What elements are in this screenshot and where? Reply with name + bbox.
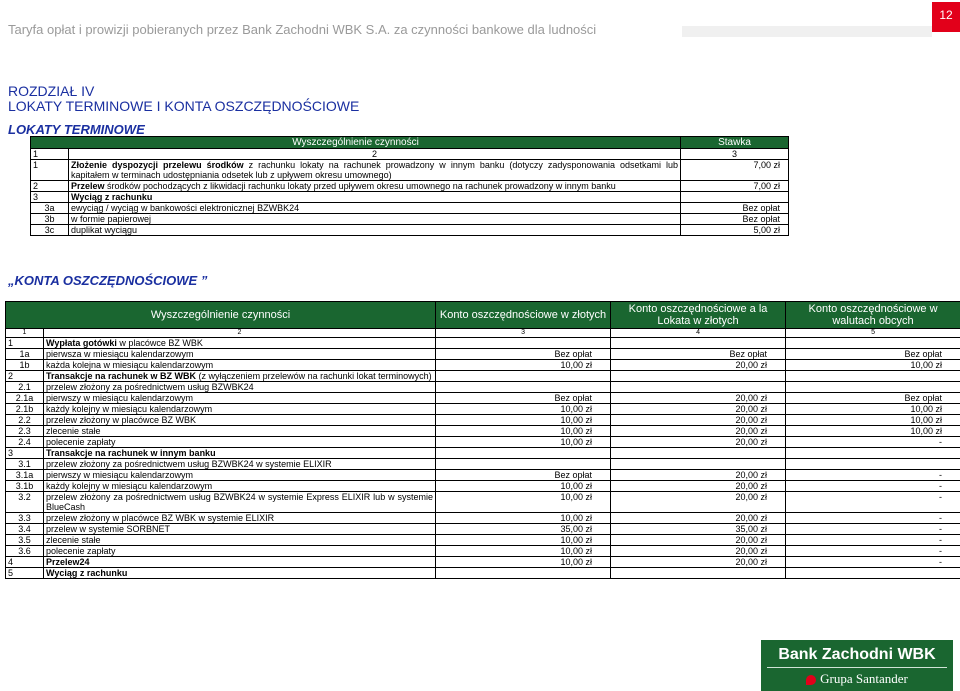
row-fee-fx: [786, 338, 960, 349]
row-description: [69, 225, 681, 236]
table-row: [31, 225, 789, 236]
row-fee-pln: [436, 568, 611, 579]
row-description-text: zlecenie stałe: [46, 535, 101, 545]
row-rate: Bez opłat: [681, 203, 789, 214]
row-description: [44, 426, 436, 437]
row-rate: 7,00 zł: [681, 181, 789, 192]
section-title-konta: „KONTA OSZCZĘDNOŚCIOWE ”: [8, 273, 208, 288]
table-row: [6, 448, 960, 459]
row-description: [44, 437, 436, 448]
row-description: [44, 513, 436, 524]
row-fee-fx: 10,00 zł: [786, 404, 960, 415]
table-row: [6, 568, 960, 579]
row-fee-lokata: 20,00 zł: [611, 481, 786, 492]
lokaty-fee-table: [30, 136, 789, 236]
row-rate: 7,00 zł: [681, 160, 789, 181]
row-description: [44, 568, 436, 579]
column-number: 4: [611, 329, 786, 338]
row-number: 1a: [6, 349, 44, 360]
row-description: [44, 481, 436, 492]
row-number: 2.3: [6, 426, 44, 437]
row-description: [44, 546, 436, 557]
row-fee-lokata: 20,00 zł: [611, 535, 786, 546]
row-fee-fx: -: [786, 513, 960, 524]
row-number: 4: [6, 557, 44, 568]
row-description-text: ewyciąg / wyciąg w bankowości elektronicznej BZWBK24: [71, 203, 300, 213]
column-header-pln: Konto oszczędnościowe w złotych: [436, 302, 611, 329]
row-number: 2.2: [6, 415, 44, 426]
row-fee-fx: -: [786, 492, 960, 513]
table-row: [6, 535, 960, 546]
row-fee-pln: Bez opłat: [436, 470, 611, 481]
row-number: 3.2: [6, 492, 44, 513]
table-row: [6, 415, 960, 426]
row-fee-lokata: [611, 382, 786, 393]
row-number: 1b: [6, 360, 44, 371]
row-fee-lokata: 35,00 zł: [611, 524, 786, 535]
row-description: [44, 360, 436, 371]
table-row: [6, 557, 960, 568]
row-fee-lokata: [611, 568, 786, 579]
row-number: 2.1b: [6, 404, 44, 415]
column-number-row: [31, 149, 789, 160]
row-fee-pln: [436, 459, 611, 470]
row-rate: [681, 192, 789, 203]
row-fee-lokata: 20,00 zł: [611, 513, 786, 524]
row-fee-pln: 10,00 zł: [436, 535, 611, 546]
row-number: 3.4: [6, 524, 44, 535]
row-description: [44, 459, 436, 470]
row-fee-lokata: [611, 448, 786, 459]
table-row: [6, 470, 960, 481]
row-description: [69, 203, 681, 214]
row-description-text: przelew złożony w placówce BZ WBK w systemie ELIXIR: [46, 513, 275, 523]
row-fee-pln: 10,00 zł: [436, 437, 611, 448]
row-fee-pln: 10,00 zł: [436, 492, 611, 513]
santander-flame-icon: [806, 675, 816, 685]
row-description: [44, 382, 436, 393]
table-row: [6, 459, 960, 470]
table-row: [6, 437, 960, 448]
table-row: [6, 382, 960, 393]
row-description-text: przelew złożony za pośrednictwem usług BZWBK24 w systemie Express ELIXIR lub w systemie BlueCash: [46, 492, 434, 512]
row-fee-fx: Bez opłat: [786, 393, 960, 404]
row-description-text: polecenie zapłaty: [46, 437, 116, 447]
column-number: 3: [681, 149, 789, 160]
table-header-row: [6, 302, 960, 329]
table-row: [6, 349, 960, 360]
row-description-bold: Wypłata gotówki: [46, 338, 117, 348]
row-fee-lokata: [611, 338, 786, 349]
page-header: [0, 0, 960, 58]
row-fee-lokata: 20,00 zł: [611, 546, 786, 557]
row-description-bold: Przelew: [71, 181, 105, 191]
row-description: [44, 393, 436, 404]
row-fee-fx: -: [786, 557, 960, 568]
row-fee-fx: [786, 448, 960, 459]
row-fee-pln: 10,00 zł: [436, 481, 611, 492]
row-fee-lokata: 20,00 zł: [611, 557, 786, 568]
column-number-row: [6, 329, 960, 338]
row-rate: Bez opłat: [681, 214, 789, 225]
row-fee-fx: [786, 382, 960, 393]
column-header-description: Wyszczególnienie czynności: [6, 302, 436, 329]
row-description-text: duplikat wyciągu: [71, 225, 138, 235]
row-description-bold: Wyciąg z rachunku: [46, 568, 128, 578]
row-fee-lokata: 20,00 zł: [611, 426, 786, 437]
table-row: [6, 426, 960, 437]
row-number: 3: [6, 448, 44, 459]
column-header-fx: Konto oszczędnościowe w walutach obcych: [786, 302, 960, 329]
column-number: 2: [69, 149, 681, 160]
column-header-description: Wyszczególnienie czynności: [31, 137, 681, 149]
row-description-text: pierwsza w miesiącu kalendarzowym: [46, 349, 194, 359]
row-description: [44, 404, 436, 415]
row-fee-fx: -: [786, 470, 960, 481]
row-number: 2.1a: [6, 393, 44, 404]
row-description: [44, 492, 436, 513]
section-title-lokaty: LOKATY TERMINOWE: [8, 122, 145, 137]
logo-brand: Bank Zachodni WBK: [778, 646, 936, 663]
row-fee-pln: Bez opłat: [436, 393, 611, 404]
table-row: [31, 181, 789, 192]
row-fee-pln: 10,00 zł: [436, 426, 611, 437]
table-row: [6, 393, 960, 404]
column-number: 1: [31, 149, 69, 160]
row-fee-pln: 10,00 zł: [436, 360, 611, 371]
row-fee-lokata: 20,00 zł: [611, 492, 786, 513]
row-fee-lokata: [611, 371, 786, 382]
row-description-bold: Złożenie dyspozycji przelewu środków: [71, 160, 244, 170]
table-row: [31, 214, 789, 225]
row-description: [44, 415, 436, 426]
row-description-text: polecenie zapłaty: [46, 546, 116, 556]
row-description-text: pierwszy w miesiącu kalendarzowym: [46, 393, 194, 403]
row-fee-lokata: 20,00 zł: [611, 393, 786, 404]
row-description-bold: Transakcje na rachunek w innym banku: [46, 448, 216, 458]
row-fee-pln: 10,00 zł: [436, 513, 611, 524]
row-fee-pln: Bez opłat: [436, 349, 611, 360]
row-fee-fx: [786, 568, 960, 579]
row-fee-pln: [436, 448, 611, 459]
row-description-text: w formie papierowej: [71, 214, 152, 224]
row-number: 3.1: [6, 459, 44, 470]
row-number: 3.5: [6, 535, 44, 546]
row-description: [44, 535, 436, 546]
row-fee-fx: [786, 371, 960, 382]
column-number: 2: [44, 329, 436, 338]
row-fee-fx: -: [786, 524, 960, 535]
row-description-text: pierwszy w miesiącu kalendarzowym: [46, 470, 194, 480]
column-number: 1: [6, 329, 44, 338]
row-fee-pln: 10,00 zł: [436, 404, 611, 415]
row-number: 5: [6, 568, 44, 579]
row-fee-fx: 10,00 zł: [786, 415, 960, 426]
row-fee-pln: 10,00 zł: [436, 557, 611, 568]
column-number: 3: [436, 329, 611, 338]
row-description: [44, 557, 436, 568]
bank-logo: [761, 640, 953, 691]
row-description: [69, 181, 681, 192]
row-description-text: środków pochodzących z likwidacji rachunku lokaty przed upływem okresu umownego na rachunek prowadzony w innym banku: [104, 181, 616, 191]
header-bar: [682, 26, 932, 37]
row-description-text: przelew złożony za pośrednictwem usług BZWBK24 w systemie ELIXIR: [46, 459, 332, 469]
row-fee-lokata: 20,00 zł: [611, 415, 786, 426]
row-description: [44, 524, 436, 535]
row-fee-pln: 10,00 zł: [436, 546, 611, 557]
row-fee-lokata: 20,00 zł: [611, 404, 786, 415]
row-description: [69, 192, 681, 203]
row-fee-fx: -: [786, 437, 960, 448]
logo-divider: [767, 667, 947, 668]
table-row: [31, 160, 789, 181]
table-row: [6, 492, 960, 513]
row-fee-lokata: Bez opłat: [611, 349, 786, 360]
table-row: [6, 338, 960, 349]
table-row: [6, 524, 960, 535]
row-description: [44, 448, 436, 459]
document-title: Taryfa opłat i prowizji pobieranych przez Bank Zachodni WBK S.A. za czynności bankowe dla ludności: [8, 22, 597, 37]
row-fee-fx: Bez opłat: [786, 349, 960, 360]
row-fee-pln: [436, 338, 611, 349]
row-number: 1: [6, 338, 44, 349]
row-description-text: zlecenie stałe: [46, 426, 101, 436]
table-row: [6, 546, 960, 557]
row-description-text: z rachunku lokaty na rachunek prowadzony w innym banku (dotyczy zadysponowania odsetkami lub kapitałem w terminach udostępniania odsetek lub z upływem okresu umownego): [71, 160, 679, 180]
table-row: [6, 360, 960, 371]
row-description-bold: Wyciąg z rachunku: [71, 192, 153, 202]
row-description: [69, 160, 681, 181]
column-header-rate: Stawka: [681, 137, 789, 149]
row-description-bold: Przelew24: [46, 557, 90, 567]
table-row: [6, 371, 960, 382]
row-number: 3a: [31, 203, 69, 214]
row-fee-pln: [436, 382, 611, 393]
row-fee-pln: 10,00 zł: [436, 415, 611, 426]
row-rate: 5,00 zł: [681, 225, 789, 236]
logo-group: [761, 670, 953, 688]
row-number: 2: [6, 371, 44, 382]
row-description-text: przelew złożony za pośrednictwem usług BZWBK24: [46, 382, 254, 392]
row-description-text: każda kolejna w miesiącu kalendarzowym: [46, 360, 214, 370]
row-fee-lokata: 20,00 zł: [611, 360, 786, 371]
row-number: 1: [31, 160, 69, 181]
row-number: 3.3: [6, 513, 44, 524]
chapter-title: LOKATY TERMINOWE I KONTA OSZCZĘDNOŚCIOWE: [8, 98, 360, 114]
row-number: 3.6: [6, 546, 44, 557]
table-row: [6, 513, 960, 524]
row-fee-fx: -: [786, 546, 960, 557]
row-number: 2.4: [6, 437, 44, 448]
row-description-text: przelew w systemie SORBNET: [46, 524, 171, 534]
row-description-text: przelew złożony w placówce BZ WBK: [46, 415, 197, 425]
row-description-bold: Transakcje na rachunek w BZ WBK: [46, 371, 197, 381]
row-description-text: każdy kolejny w miesiącu kalendarzowym: [46, 481, 213, 491]
row-fee-fx: 10,00 zł: [786, 426, 960, 437]
row-number: 3: [31, 192, 69, 203]
row-description: [44, 470, 436, 481]
page-number-badge: 12: [932, 2, 960, 32]
table-row: [6, 404, 960, 415]
row-fee-lokata: [611, 459, 786, 470]
row-fee-pln: 35,00 zł: [436, 524, 611, 535]
row-fee-fx: -: [786, 481, 960, 492]
column-header-lokata: Konto oszczędnościowe a la Lokata w złotych: [611, 302, 786, 329]
table-header-row: [31, 137, 789, 149]
row-description-text: w placówce BZ WBK: [116, 338, 203, 348]
row-fee-pln: [436, 371, 611, 382]
table-row: [31, 203, 789, 214]
row-number: 2: [31, 181, 69, 192]
chapter-number: ROZDZIAŁ IV: [8, 83, 95, 99]
row-number: 3.1a: [6, 470, 44, 481]
row-fee-fx: 10,00 zł: [786, 360, 960, 371]
row-number: 3c: [31, 225, 69, 236]
table-row: [6, 481, 960, 492]
row-number: 3b: [31, 214, 69, 225]
row-fee-fx: -: [786, 535, 960, 546]
row-description: [44, 349, 436, 360]
row-number: 2.1: [6, 382, 44, 393]
column-number: 5: [786, 329, 960, 338]
row-fee-lokata: 20,00 zł: [611, 470, 786, 481]
konta-fee-table: [5, 301, 960, 579]
row-description: [44, 338, 436, 349]
row-description-text: (z wyłączeniem przelewów na rachunki lokat terminowych): [196, 371, 432, 381]
row-description: [69, 214, 681, 225]
row-fee-lokata: 20,00 zł: [611, 437, 786, 448]
table-row: [31, 192, 789, 203]
row-description: [44, 371, 436, 382]
row-fee-fx: [786, 459, 960, 470]
row-description-text: każdy kolejny w miesiącu kalendarzowym: [46, 404, 213, 414]
logo-group-label: Grupa Santander: [820, 671, 908, 686]
row-number: 3.1b: [6, 481, 44, 492]
